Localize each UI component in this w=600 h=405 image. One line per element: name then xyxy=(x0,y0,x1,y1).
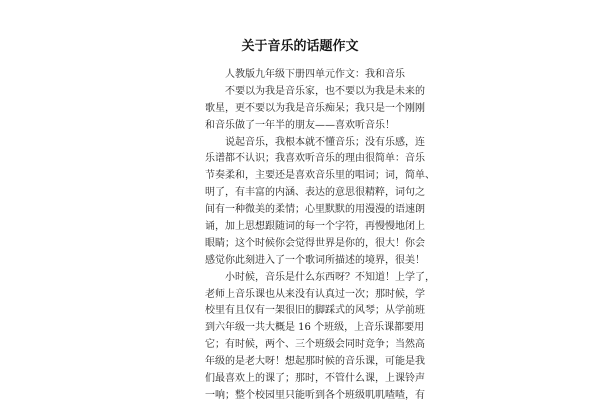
text-line: 诵，加上思想跟随词的每一个字符，再慢慢地闭上 xyxy=(205,221,425,233)
text-line: 到六年级一共大概是 16 个班级，上音乐课都要用 xyxy=(205,322,425,334)
text-line: 人教版九年级下册四单元作文：我和音乐 xyxy=(225,69,405,80)
text-line: 眼睛；这个时候你会觉得世界是你的，很大！你会 xyxy=(205,237,425,249)
text-line: 一响；整个校园里只能听到各个班级叽叽喳喳，有 xyxy=(205,389,425,401)
text-line: 它；有时候，两个、三个班级会同时竞争；当然高 xyxy=(205,339,425,351)
text-line: 年级的是老大呀！想起那时候的音乐课，可能是我 xyxy=(205,356,425,368)
essay-body xyxy=(205,67,435,405)
text-line: 歌星，更不要以为我是音乐痴呆；我只是一个刚刚 xyxy=(205,102,425,114)
text-line: 感觉你此刻进入了一个歌词所描述的境界，很美！ xyxy=(205,254,425,266)
text-line: 节奏柔和，主要还是喜欢音乐里的唱词；词，简单、 xyxy=(205,170,435,182)
text-line: 不要以为我是音乐家，也不要以为我是未来的 xyxy=(225,85,425,97)
text-line: 和音乐做了一年半的朋友——喜欢听音乐！ xyxy=(205,119,395,131)
text-line: 间有一种微美的柔情；心里默默的用漫漫的语速朗 xyxy=(205,204,425,216)
text-line: 老师上音乐课也从来没有认真过一次；那时候，学 xyxy=(205,288,425,300)
text-line: 小时候，音乐是什么东西呀？不知道！上学了， xyxy=(225,271,435,283)
text-line: 明了，有丰富的内涵、表达的意思很精粹，词句之 xyxy=(205,187,425,199)
page-title: 关于音乐的话题作文 xyxy=(241,39,359,54)
text-line: 乐谱都不认识；我喜欢听音乐的理由很简单：音乐 xyxy=(205,153,425,165)
text-line: 校里有且仅有一架很旧的脚踩式的风琴；从学前班 xyxy=(205,305,425,317)
text-line: 们最喜欢上的课了；那时，不管什么课，上课铃声 xyxy=(205,373,425,385)
text-line: 说起音乐，我根本就不懂音乐；没有乐感，连 xyxy=(225,136,425,148)
